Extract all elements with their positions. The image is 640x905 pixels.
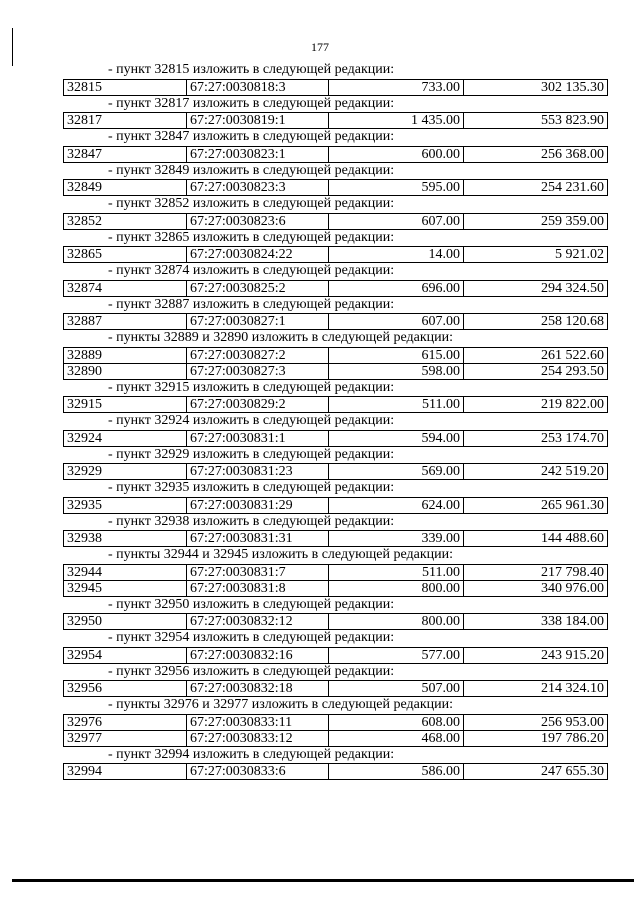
cadastral-number-cell: 67:27:0030831:7 xyxy=(187,564,329,580)
table-row xyxy=(64,497,608,513)
table-row xyxy=(64,714,608,730)
value-cell: 302 135.30 xyxy=(464,79,608,95)
cadastral-number-cell: 67:27:0030827:1 xyxy=(187,314,329,330)
table-row xyxy=(64,280,608,296)
table-row xyxy=(64,146,608,162)
area-cell: 615.00 xyxy=(329,347,464,363)
cadastral-number-cell: 67:27:0030831:23 xyxy=(187,464,329,480)
item-number-cell: 32938 xyxy=(64,531,187,547)
amendment-note: - пункт 32956 изложить в следующей редакции: xyxy=(108,663,395,679)
amendment-note: - пункт 32994 изложить в следующей редакции: xyxy=(108,746,395,762)
area-cell: 595.00 xyxy=(329,180,464,196)
area-cell: 594.00 xyxy=(329,430,464,446)
amendment-table xyxy=(63,497,608,514)
item-number-cell: 32956 xyxy=(64,681,187,697)
table-row xyxy=(64,681,608,697)
item-number-cell: 32865 xyxy=(64,247,187,263)
item-number-cell: 32954 xyxy=(64,647,187,663)
item-number-cell: 32849 xyxy=(64,180,187,196)
amendment-table xyxy=(63,313,608,330)
item-number-cell: 32976 xyxy=(64,714,187,730)
amendment-table xyxy=(63,112,608,129)
area-cell: 600.00 xyxy=(329,146,464,162)
amendment-table xyxy=(63,396,608,413)
table-row xyxy=(64,314,608,330)
amendment-table xyxy=(63,613,608,630)
value-cell: 254 293.50 xyxy=(464,363,608,379)
cadastral-number-cell: 67:27:0030833:6 xyxy=(187,764,329,780)
amendment-table xyxy=(63,146,608,163)
item-number-cell: 32887 xyxy=(64,314,187,330)
area-cell: 598.00 xyxy=(329,363,464,379)
table-row xyxy=(64,580,608,596)
area-cell: 607.00 xyxy=(329,213,464,229)
area-cell: 696.00 xyxy=(329,280,464,296)
area-cell: 577.00 xyxy=(329,647,464,663)
area-cell: 800.00 xyxy=(329,614,464,630)
cadastral-number-cell: 67:27:0030823:6 xyxy=(187,213,329,229)
amendment-note: - пункт 32847 изложить в следующей редакции: xyxy=(108,129,395,144)
area-cell: 733.00 xyxy=(329,79,464,95)
table-row xyxy=(64,430,608,446)
item-number-cell: 32852 xyxy=(64,213,187,229)
table-row xyxy=(64,363,608,379)
value-cell: 253 174.70 xyxy=(464,430,608,446)
cadastral-number-cell: 67:27:0030823:3 xyxy=(187,180,329,196)
cadastral-number-cell: 67:27:0030818:3 xyxy=(187,79,329,95)
item-number-cell: 32950 xyxy=(64,614,187,630)
cadastral-number-cell: 67:27:0030832:12 xyxy=(187,614,329,630)
value-cell: 243 915.20 xyxy=(464,647,608,663)
table-row xyxy=(64,531,608,547)
item-number-cell: 32945 xyxy=(64,580,187,596)
value-cell: 261 522.60 xyxy=(464,347,608,363)
table-row xyxy=(64,247,608,263)
cadastral-number-cell: 67:27:0030819:1 xyxy=(187,113,329,129)
value-cell: 294 324.50 xyxy=(464,280,608,296)
item-number-cell: 32889 xyxy=(64,347,187,363)
amendment-note: - пункт 32950 изложить в следующей редакции: xyxy=(108,596,395,612)
amendment-note: - пункт 32929 изложить в следующей редакции: xyxy=(108,446,395,462)
amendment-note: - пункт 32874 изложить в следующей редакции: xyxy=(108,263,395,278)
item-number-cell: 32929 xyxy=(64,464,187,480)
amendment-note: - пункты 32889 и 32890 изложить в следующей редакции: xyxy=(108,330,454,345)
item-number-cell: 32944 xyxy=(64,564,187,580)
cadastral-number-cell: 67:27:0030825:2 xyxy=(187,280,329,296)
amendment-table xyxy=(63,714,608,747)
item-number-cell: 32924 xyxy=(64,430,187,446)
amendment-note: - пункты 32944 и 32945 изложить в следующей редакции: xyxy=(108,547,454,562)
amendment-note: - пункт 32938 изложить в следующей редакции: xyxy=(108,513,395,529)
value-cell: 259 359.00 xyxy=(464,213,608,229)
item-number-cell: 32915 xyxy=(64,397,187,413)
table-row xyxy=(64,347,608,363)
area-cell: 339.00 xyxy=(329,531,464,547)
table-row xyxy=(64,564,608,580)
amendment-note: - пункт 32865 изложить в следующей редакции: xyxy=(108,229,395,245)
cadastral-number-cell: 67:27:0030831:1 xyxy=(187,430,329,446)
amendment-table xyxy=(63,463,608,480)
amendment-note: - пункты 32976 и 32977 изложить в следующей редакции: xyxy=(108,697,454,712)
item-number-cell: 32817 xyxy=(64,113,187,129)
value-cell: 214 324.10 xyxy=(464,681,608,697)
amendment-table xyxy=(63,347,608,380)
item-number-cell: 32935 xyxy=(64,497,187,513)
area-cell: 468.00 xyxy=(329,730,464,746)
value-cell: 242 519.20 xyxy=(464,464,608,480)
amendment-table xyxy=(63,680,608,697)
area-cell: 569.00 xyxy=(329,464,464,480)
area-cell: 624.00 xyxy=(329,497,464,513)
cadastral-number-cell: 67:27:0030832:18 xyxy=(187,681,329,697)
area-cell: 607.00 xyxy=(329,314,464,330)
value-cell: 340 976.00 xyxy=(464,580,608,596)
amendment-table xyxy=(63,79,608,96)
footer-rule xyxy=(12,879,634,882)
cadastral-number-cell: 67:27:0030823:1 xyxy=(187,146,329,162)
amendment-note: - пункт 32849 изложить в следующей редакции: xyxy=(108,162,395,178)
value-cell: 265 961.30 xyxy=(464,497,608,513)
page-number: 177 xyxy=(311,40,329,54)
item-number-cell: 32874 xyxy=(64,280,187,296)
table-row xyxy=(64,730,608,746)
value-cell: 254 231.60 xyxy=(464,180,608,196)
area-cell: 586.00 xyxy=(329,764,464,780)
table-row xyxy=(64,614,608,630)
value-cell: 553 823.90 xyxy=(464,113,608,129)
area-cell: 511.00 xyxy=(329,397,464,413)
amendment-table xyxy=(63,280,608,297)
item-number-cell: 32977 xyxy=(64,730,187,746)
amendment-note: - пункт 32817 изложить в следующей редакции: xyxy=(108,95,395,111)
area-cell: 507.00 xyxy=(329,681,464,697)
amendment-table xyxy=(63,430,608,447)
cadastral-number-cell: 67:27:0030833:11 xyxy=(187,714,329,730)
amendment-table xyxy=(63,647,608,664)
cadastral-number-cell: 67:27:0030831:29 xyxy=(187,497,329,513)
item-number-cell: 32890 xyxy=(64,363,187,379)
amendment-note: - пункт 32915 изложить в следующей редакции: xyxy=(108,379,395,395)
cadastral-number-cell: 67:27:0030827:3 xyxy=(187,363,329,379)
cadastral-number-cell: 67:27:0030833:12 xyxy=(187,730,329,746)
amendment-note: - пункт 32852 изложить в следующей редакции: xyxy=(108,196,395,211)
item-number-cell: 32994 xyxy=(64,764,187,780)
amendment-table xyxy=(63,763,608,780)
item-number-cell: 32847 xyxy=(64,146,187,162)
table-row xyxy=(64,397,608,413)
amendment-note: - пункт 32815 изложить в следующей редакции: xyxy=(108,62,395,77)
cadastral-number-cell: 67:27:0030824:22 xyxy=(187,247,329,263)
cadastral-number-cell: 67:27:0030831:31 xyxy=(187,531,329,547)
value-cell: 247 655.30 xyxy=(464,764,608,780)
area-cell: 800.00 xyxy=(329,580,464,596)
cadastral-number-cell: 67:27:0030832:16 xyxy=(187,647,329,663)
amendment-table xyxy=(63,179,608,196)
table-row xyxy=(64,79,608,95)
amendment-table xyxy=(63,564,608,597)
document-body xyxy=(63,62,608,780)
amendment-note: - пункт 32924 изложить в следующей редакции: xyxy=(108,413,395,428)
cadastral-number-cell: 67:27:0030829:2 xyxy=(187,397,329,413)
value-cell: 256 953.00 xyxy=(464,714,608,730)
value-cell: 258 120.68 xyxy=(464,314,608,330)
item-number-cell: 32815 xyxy=(64,79,187,95)
table-row xyxy=(64,213,608,229)
table-row xyxy=(64,180,608,196)
value-cell: 197 786.20 xyxy=(464,730,608,746)
area-cell: 1 435.00 xyxy=(329,113,464,129)
table-row xyxy=(64,113,608,129)
table-row xyxy=(64,647,608,663)
value-cell: 144 488.60 xyxy=(464,531,608,547)
cadastral-number-cell: 67:27:0030827:2 xyxy=(187,347,329,363)
amendment-table xyxy=(63,213,608,230)
value-cell: 256 368.00 xyxy=(464,146,608,162)
value-cell: 5 921.02 xyxy=(464,247,608,263)
area-cell: 608.00 xyxy=(329,714,464,730)
value-cell: 338 184.00 xyxy=(464,614,608,630)
area-cell: 14.00 xyxy=(329,247,464,263)
amendment-note: - пункт 32887 изложить в следующей редакции: xyxy=(108,296,395,312)
amendment-table xyxy=(63,530,608,547)
value-cell: 219 822.00 xyxy=(464,397,608,413)
amendment-table xyxy=(63,246,608,263)
amendment-note: - пункт 32954 изложить в следующей редакции: xyxy=(108,630,395,645)
cadastral-number-cell: 67:27:0030831:8 xyxy=(187,580,329,596)
table-row xyxy=(64,464,608,480)
area-cell: 511.00 xyxy=(329,564,464,580)
amendment-note: - пункт 32935 изложить в следующей редакции: xyxy=(108,480,395,495)
value-cell: 217 798.40 xyxy=(464,564,608,580)
table-row xyxy=(64,764,608,780)
